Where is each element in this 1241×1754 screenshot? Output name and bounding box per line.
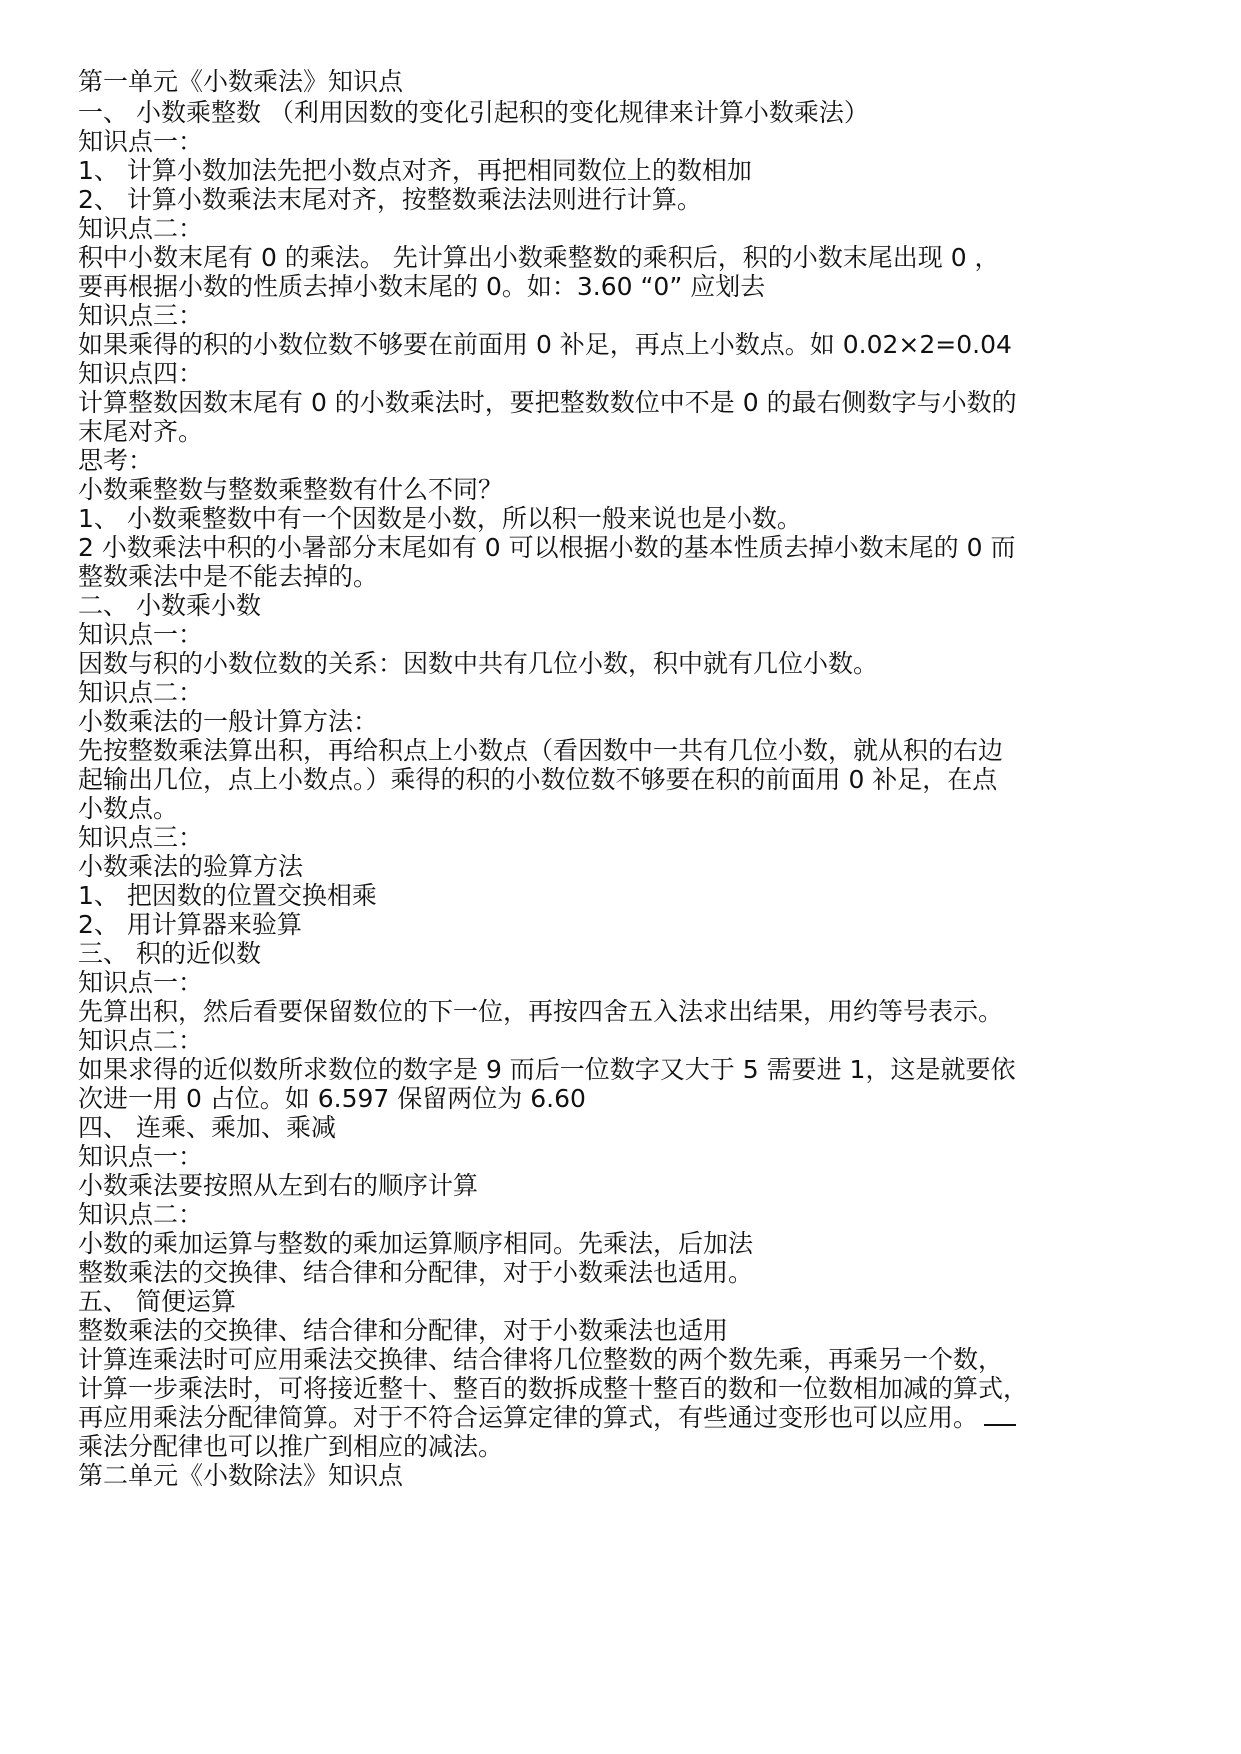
text-line: 2、 用计算器来验算 [78, 910, 302, 939]
knowledge-point-label: 知识点三： [78, 301, 204, 330]
section-1-heading: 一、 小数乘整数 （利用因数的变化引起积的变化规律来计算小数乘法） [78, 98, 869, 127]
fill-blank-line [984, 1402, 1016, 1426]
text-line: 小数乘整数与整数乘整数有什么不同？ [78, 475, 504, 504]
text-line: 积中小数末尾有 0 的乘法。 先计算出小数乘整数的乘积后，积的小数末尾出现 0 ， [78, 243, 1000, 272]
text-line: 次进一用 0 占位。如 6.597 保留两位为 6.60 [78, 1084, 586, 1113]
unit-1-title: 第一单元《小数乘法》知识点 [78, 67, 404, 96]
text-line: 乘法分配律也可以推广到相应的减法。 [78, 1432, 504, 1461]
text-line: 如果求得的近似数所求数位的数字是 9 而后一位数字又大于 5 需要进 1，这是就要依 [78, 1055, 1016, 1084]
text-line: 1、 小数乘整数中有一个因数是小数，所以积一般来说也是小数。 [78, 504, 802, 533]
text-line: 计算连乘法时可应用乘法交换律、结合律将几位整数的两个数先乘，再乘另一个数， [78, 1345, 1004, 1374]
knowledge-point-label: 知识点一： [78, 620, 204, 649]
thinking-label: 思考： [78, 446, 154, 475]
text-line: 因数与积的小数位数的关系：因数中共有几位小数，积中就有几位小数。 [78, 649, 879, 678]
knowledge-point-label: 知识点一： [78, 127, 204, 156]
section-3-heading: 三、 积的近似数 [78, 939, 261, 968]
text-line: 1、 计算小数加法先把小数点对齐，再把相同数位上的数相加 [78, 156, 752, 185]
text-line: 如果乘得的积的小数位数不够要在前面用 0 补足，再点上小数点。如 0.02×2=0.04 [78, 330, 1012, 359]
section-2-heading: 二、 小数乘小数 [78, 591, 261, 620]
text-line: 末尾对齐。 [78, 417, 204, 446]
knowledge-point-label: 知识点四： [78, 359, 204, 388]
knowledge-point-label: 知识点一： [78, 1142, 204, 1171]
section-5-heading: 五、 简便运算 [78, 1287, 236, 1316]
text-line: 小数点。 [78, 794, 179, 823]
text-line: 小数乘法的验算方法 [78, 852, 304, 881]
knowledge-point-label: 知识点三： [78, 823, 204, 852]
knowledge-point-label: 知识点一： [78, 968, 204, 997]
knowledge-point-label: 知识点二： [78, 678, 204, 707]
text-line: 整数乘法的交换律、结合律和分配律，对于小数乘法也适用 [78, 1316, 729, 1345]
unit-2-title: 第二单元《小数除法》知识点 [78, 1461, 404, 1490]
text-line: 计算一步乘法时，可将接近整十、整百的数拆成整十整百的数和一位数相加减的算式， [78, 1374, 1029, 1403]
text-line: 整数乘法中是不能去掉的。 [78, 562, 379, 591]
knowledge-point-label: 知识点二： [78, 1200, 204, 1229]
section-4-heading: 四、 连乘、乘加、乘减 [78, 1113, 336, 1142]
knowledge-point-label: 知识点二： [78, 214, 204, 243]
text-line: 小数乘法要按照从左到右的顺序计算 [78, 1171, 479, 1200]
text-line: 先按整数乘法算出积，再给积点上小数点（看因数中一共有几位小数，就从积的右边 [78, 736, 1004, 765]
text-line: 2 小数乘法中积的小暑部分末尾如有 0 可以根据小数的基本性质去掉小数末尾的 0 而 [78, 533, 1016, 562]
knowledge-point-label: 知识点二： [78, 1026, 204, 1055]
text-line: 要再根据小数的性质去掉小数末尾的 0。如：3.60 “0” 应划去 [78, 272, 766, 301]
text-line: 再应用乘法分配律简算。对于不符合运算定律的算式，有些通过变形也可以应用。 [78, 1403, 979, 1432]
text-line: 计算整数因数末尾有 0 的小数乘法时，要把整数数位中不是 0 的最右侧数字与小数的 [78, 388, 1017, 417]
text-line: 先算出积，然后看要保留数位的下一位，再按四舍五入法求出结果，用约等号表示。 [78, 997, 1004, 1026]
text-line: 小数的乘加运算与整数的乘加运算顺序相同。先乘法，后加法 [78, 1229, 754, 1258]
text-line: 整数乘法的交换律、结合律和分配律，对于小数乘法也适用。 [78, 1258, 754, 1287]
text-line: 2、 计算小数乘法末尾对齐，按整数乘法法则进行计算。 [78, 185, 702, 214]
text-line: 起输出几位，点上小数点。）乘得的积的小数位数不够要在积的前面用 0 补足，在点 [78, 765, 998, 794]
text-line: 1、 把因数的位置交换相乘 [78, 881, 377, 910]
text-line-with-blank [78, 1402, 1016, 1433]
text-line: 小数乘法的一般计算方法： [78, 707, 379, 736]
